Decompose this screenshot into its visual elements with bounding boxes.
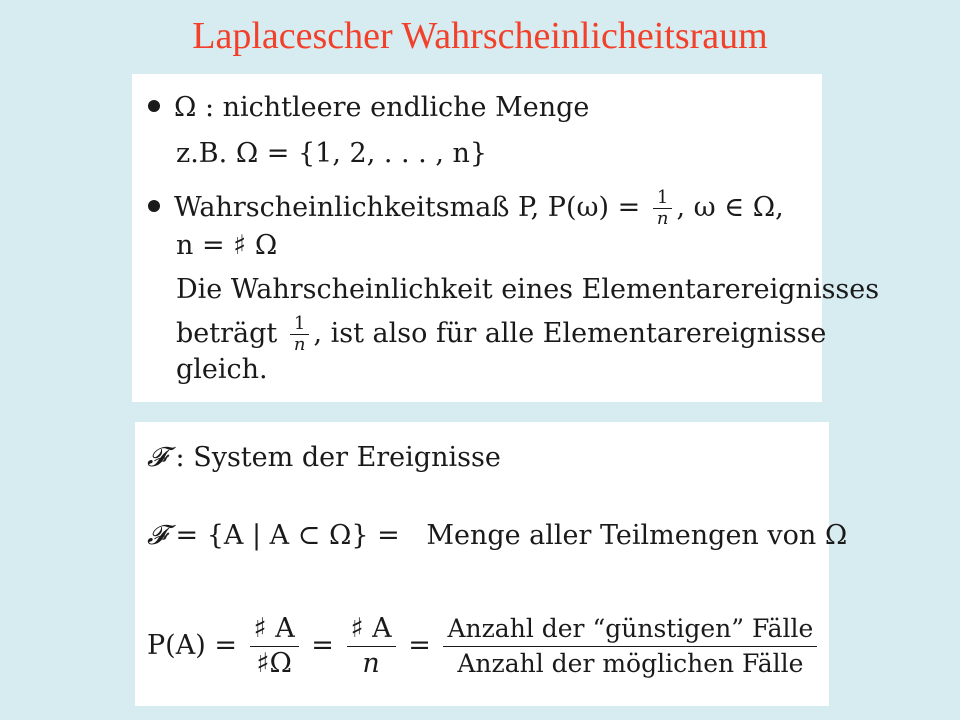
- fraction-2-numerator: ♯ A: [350, 613, 392, 644]
- explanation-fraction: [290, 314, 310, 355]
- calligraphic-f-symbol: 𝓕: [147, 442, 167, 473]
- prob-measure-text: Wahrscheinlichkeitsmaß P, P(ω) =: [174, 192, 641, 223]
- fraction-count-a-over-n: [347, 612, 396, 681]
- fraction-3-denominator: Anzahl der möglichen Fälle: [443, 646, 817, 681]
- set-definition-text: Menge aller Teilmengen von Ω: [426, 520, 848, 551]
- system-definition-text: : System der Ereignisse: [166, 442, 501, 473]
- explanation-line-2-post: , ist also für alle Elementarereignisse: [313, 318, 827, 349]
- fraction-count-a-over-count-omega: [250, 612, 299, 681]
- system-definition: [147, 442, 501, 474]
- fraction-1-denominator: ♯Ω: [250, 646, 299, 681]
- prob-lhs: P(A) =: [147, 630, 237, 661]
- explanation-line-3: gleich.: [176, 354, 268, 385]
- bullet-icon: [148, 200, 160, 212]
- n-definition: n = ♯ Ω: [176, 230, 278, 261]
- panel-event-system: [135, 422, 848, 706]
- fraction-2-denominator: n: [347, 646, 396, 681]
- set-definition-formula: = {A | A ⊂ Ω} =: [166, 520, 400, 551]
- calligraphic-f-symbol: 𝓕: [147, 520, 167, 551]
- omega-definition: Ω : nichtleere endliche Menge: [174, 92, 590, 123]
- explanation-fraction-numerator: 1: [293, 313, 306, 334]
- prob-fraction-denominator: n: [653, 208, 673, 229]
- slide-title: Laplacescher Wahrscheinlicheitsraum: [192, 15, 768, 57]
- prob-fraction-numerator: 1: [656, 187, 669, 208]
- prob-measure-line: [148, 188, 784, 229]
- explanation-fraction-denominator: n: [290, 334, 310, 355]
- explanation-line-2: [176, 314, 826, 355]
- fraction-favorable-over-possible: [443, 612, 817, 681]
- equals-2: =: [408, 630, 431, 661]
- explanation-line-1: Die Wahrscheinlichkeit eines Elementarereignisses: [176, 274, 880, 305]
- omega-example: z.B. Ω = {1, 2, . . . , n}: [176, 138, 488, 169]
- omega-definition-line: [148, 92, 589, 124]
- explanation-line-2-pre: beträgt: [176, 318, 278, 349]
- set-definition: [147, 520, 847, 552]
- bullet-icon: [148, 100, 160, 112]
- probability-formula: [147, 608, 821, 684]
- panel-laplace-space: [132, 74, 880, 402]
- fraction-3-numerator: Anzahl der “günstigen” Fälle: [447, 614, 814, 643]
- prob-fraction: [653, 188, 673, 229]
- fraction-1-numerator: ♯ A: [253, 613, 295, 644]
- prob-tail: , ω ∈ Ω,: [676, 192, 784, 223]
- equals-1: =: [311, 630, 334, 661]
